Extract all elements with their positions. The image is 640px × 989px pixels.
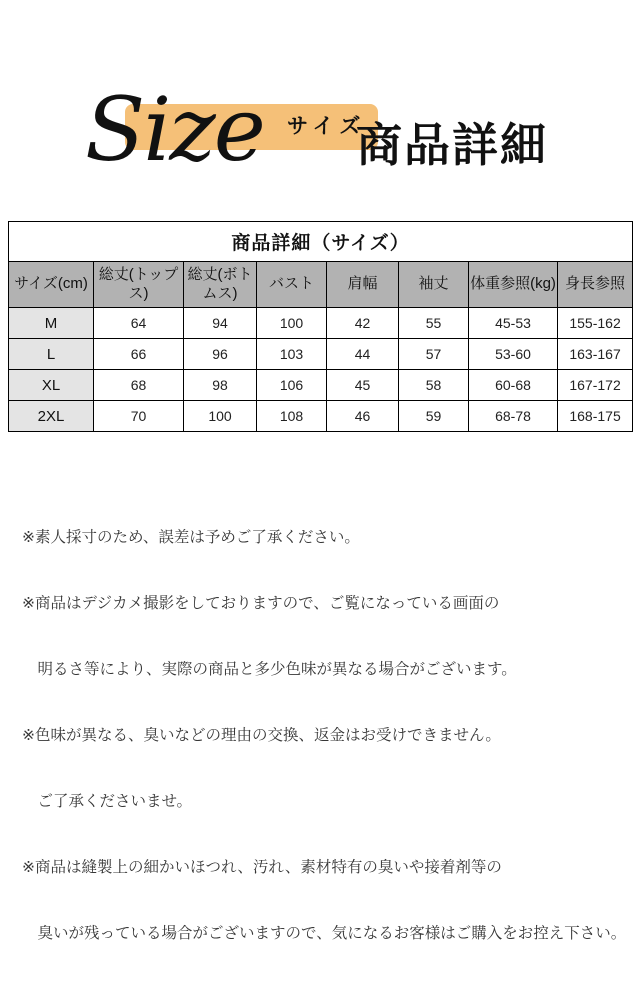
header-band [0,0,640,220]
table-cell: 53-60 [469,339,558,370]
note-line: 臭いが残っている場合がございますので、気になるお客様はご購入をお控え下さい。 [22,925,627,942]
note-line: ※素人採寸のため、誤差は予めご了承ください。 [22,529,360,546]
note-line: ご了承くださいませ。 [22,793,193,810]
table-title-row [9,222,633,262]
table-header-row [9,262,633,308]
size-kana-label: サイズ [287,113,367,138]
table-row-l [9,339,633,370]
table-cell: 108 [257,401,327,432]
size-cell: 2XL [9,401,94,432]
table-cell: 168-175 [558,401,633,432]
table-cell: 96 [184,339,257,370]
table-row-2xl [9,401,633,432]
product-detail-title: 商品詳細 [356,118,548,172]
disclaimer-notes [22,483,632,989]
column-header-total-length-tops: 総丈(トップス) [94,262,184,308]
table-cell: 68 [94,370,184,401]
table-cell: 70 [94,401,184,432]
column-header-shoulder: 肩幅 [327,262,399,308]
column-header-height-ref: 身長参照 [558,262,633,308]
size-script-word: Size [85,78,264,181]
table-title: 商品詳細（サイズ） [9,222,633,262]
column-header-total-length-bottoms: 総丈(ボトムス) [184,262,257,308]
table-row-m [9,308,633,339]
table-cell: 60-68 [469,370,558,401]
table-cell: 46 [327,401,399,432]
table-cell: 64 [94,308,184,339]
note-line: ※色味が異なる、臭いなどの理由の交換、返金はお受けできません。 [22,727,501,744]
size-cell: M [9,308,94,339]
table-cell: 103 [257,339,327,370]
note-line: 明るさ等により、実際の商品と多少色味が異なる場合がございます。 [22,661,517,678]
table-cell: 57 [399,339,469,370]
size-cell: XL [9,370,94,401]
column-header-sleeve: 袖丈 [399,262,469,308]
table-cell: 100 [184,401,257,432]
table-cell: 163-167 [558,339,633,370]
table-cell: 55 [399,308,469,339]
table-cell: 100 [257,308,327,339]
note-line: ※商品は縫製上の細かいほつれ、汚れ、素材特有の臭いや接着剤等の [22,859,502,876]
table-cell: 106 [257,370,327,401]
size-cell: L [9,339,94,370]
column-header-bust: バスト [257,262,327,308]
table-cell: 58 [399,370,469,401]
column-header-size: サイズ(cm) [9,262,94,308]
table-cell: 98 [184,370,257,401]
table-cell: 44 [327,339,399,370]
column-header-weight-ref: 体重参照(kg) [469,262,558,308]
table-cell: 94 [184,308,257,339]
table-row-xl [9,370,633,401]
table-cell: 59 [399,401,469,432]
size-chart-table [8,221,633,432]
table-cell: 45 [327,370,399,401]
table-cell: 66 [94,339,184,370]
table-cell: 42 [327,308,399,339]
table-cell: 68-78 [469,401,558,432]
note-line: ※商品はデジカメ撮影をしておりますので、ご覧になっている画面の [22,595,500,612]
table-cell: 155-162 [558,308,633,339]
table-cell: 167-172 [558,370,633,401]
table-cell: 45-53 [469,308,558,339]
